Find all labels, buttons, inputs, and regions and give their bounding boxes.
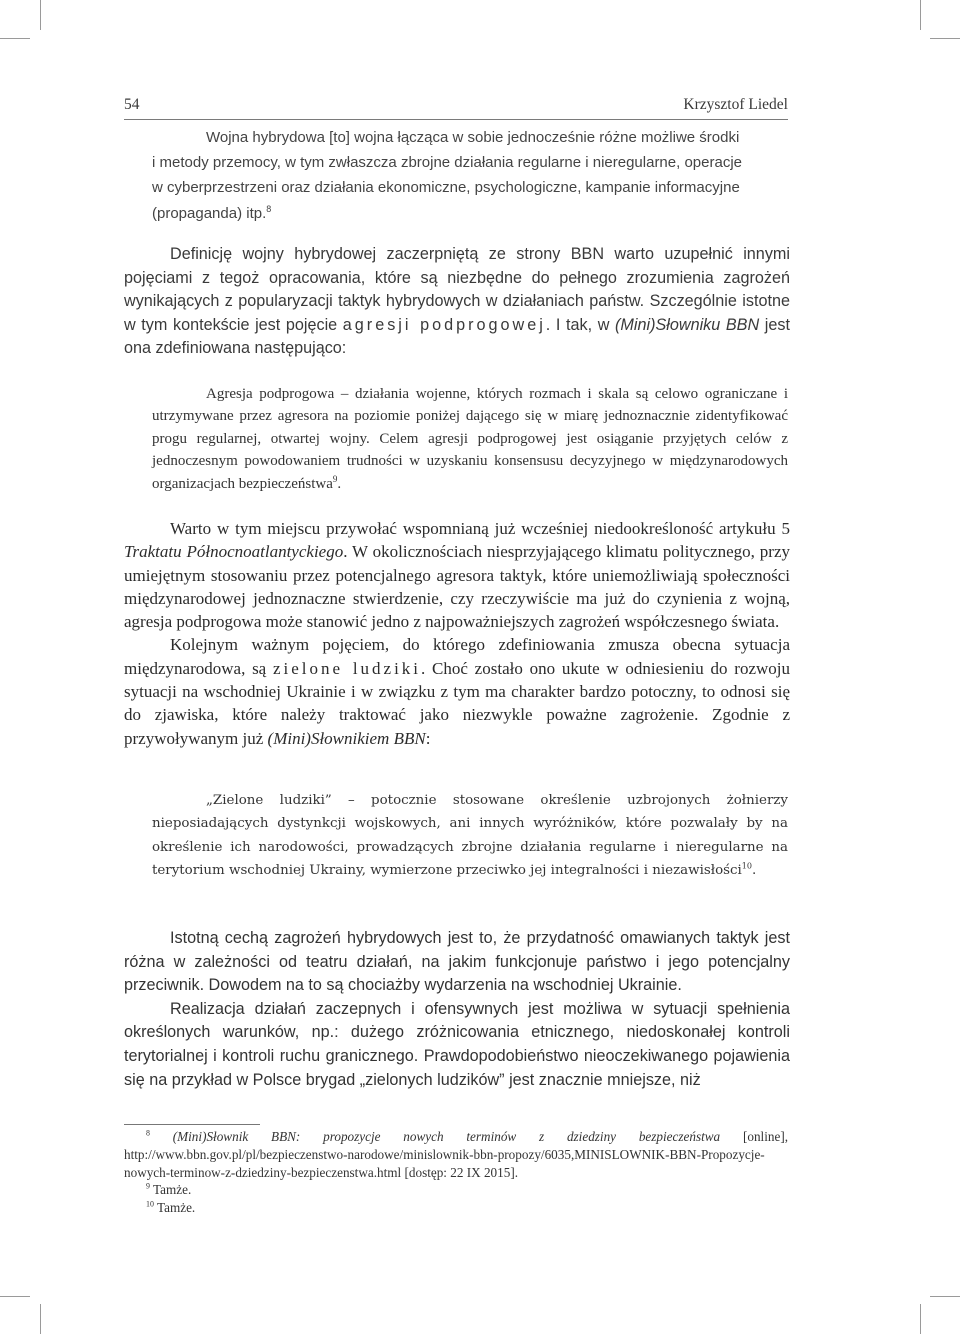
footnote-ref: 8 [266, 203, 272, 214]
crop-mark-bottom-right-h [930, 1296, 960, 1297]
paragraph-text: Kolejnym ważnym pojęciem, do którego zdefiniowania zmusza obecna sytuacja międzynarodowa, są [124, 635, 790, 678]
footnote-text: Tamże. [153, 1182, 192, 1198]
quote-text: Agresja podprogowa – działania wojenne, których rozmach i skala są celowo ograniczane i utrzymywane przez agresora na poziomie poniżej dającego się w miarę jednoznacznie zidentyfikować progu regularnej, otwartej wojny. Celem agresji podprogowej jest osiąganie przyjętych celów z jednoczesnym powodowaniem trudności w uzyskaniu konsensusu decyzyjnego w międzynarodowych organizacjach bezpieczeństwa [152, 386, 788, 492]
crop-mark-bottom-left [40, 1304, 41, 1334]
paragraph-text: . W okolicznościach niesprzyjającego klimatu politycznego, przy umiejętnym stosowaniu przez potencjalnego agresora taktyk, które uniemożliwiają społeczności międzynarodowej jednoznaczne stwierdzenie, czy rzeczywiście ma już do czynienia z wojną, agresja podprogowa może stanowić jedno z najpoważniejszych zagrożeń współczesnego świata. [124, 542, 790, 632]
paragraph-text: Warto w tym miejscu przywołać wspomnianą już wcześniej niedookreśloność artykułu 5 [170, 519, 790, 538]
footnote-number: 10 [146, 1199, 154, 1209]
footnote-number: 8 [146, 1128, 150, 1138]
paragraph-definition [124, 243, 790, 361]
footnote-10 [124, 1199, 788, 1217]
italic-title: (Mini)Słowniku BBN [615, 315, 760, 334]
footnote-rule [124, 1124, 260, 1125]
paragraph-feature: Istotną cechą zagrożeń hybrydowych jest to, że przydatność omawianych taktyk jest różna w zależności od teatru działań, na jakim funkcjonuje państwo i jego potencjalny przeciwnik. Dowodem na to są chociażby wydarzenia na wschodniej Ukrainie. [124, 929, 790, 995]
header-rule [124, 119, 788, 120]
footnote-number: 9 [146, 1182, 150, 1191]
paragraph-green-men [124, 633, 790, 749]
footnote-italic-title: (Mini)Słownik BBN: propozycje nowych terminów z dziedziny bezpieczeństwa [172, 1129, 721, 1144]
quote-text: „Zielone ludziki” – potocznie stosowane określenie uzbrojonych żołnierzy nieposiadających dystynkcji wojskowych, ani innych wyróżników, które pozwalały by na określenie ich narodowości, prowadzących zbrojne działania regularne i nieregularne na terytorium wschodniej Ukrainy, wymierzone przeciwko jej integralności i niezawisłości [152, 793, 788, 879]
italic-title: Traktatu Północnoatlantyckiego [124, 542, 344, 562]
body-block-2 [124, 927, 790, 1092]
paragraph-offensive: Realizacja działań zaczepnych i ofensywnych jest możliwa w sytuacji spełnienia określonych warunków, np.: dużego zróżnicowania etnicznego, niedoskonałej kontroli terytorialnej i kontroli ruchu granicznego. Prawdopodobieństwo nieoczekiwanego pojawienia się na przykład w Polsce brygad „zielonych ludzików” jest znacznie mniejsze, niż [124, 999, 790, 1089]
crop-mark-top-left [40, 0, 41, 30]
crop-mark-bottom-right [920, 1304, 921, 1334]
quote-line-text: (propaganda) itp. [152, 204, 267, 222]
crop-mark-top-right [920, 0, 921, 30]
paragraph-text: . I tak, w [545, 315, 616, 334]
footnote-9 [124, 1181, 788, 1199]
page-number: 54 [124, 96, 140, 113]
quote-line [152, 201, 792, 226]
spaced-term: zielone ludziki [272, 658, 422, 678]
paragraph-text: jest ona zdefiniowana następująco: [124, 315, 790, 358]
quote-line: w cyberprzestrzeni oraz działania ekonomiczne, psychologiczne, kampanie informacyjne [152, 179, 740, 197]
quote-aggression [152, 383, 788, 495]
footnote-8 [124, 1128, 788, 1181]
running-header-author: Krzysztof Liedel [683, 96, 788, 113]
quote-line: Wojna hybrydowa [to] wojna łącząca w sobie jednocześnie różne możliwe środki [206, 129, 740, 146]
crop-mark-top-left-h [0, 38, 30, 39]
paragraph-article5 [124, 517, 790, 633]
italic-title: (Mini)Słownikiem BBN [267, 728, 426, 748]
paragraph-text: Definicję wojny hybrydowej zaczerpniętą ze strony BBN warto uzupełnić innymi pojęciami z tegoż opracowania, które są niezbędne do pełnego zrozumienia zagrożeń wynikających z popularyzacji taktyk hybrydowych w działaniach państw. Szczególnie istotne w tym kontekście jest pojęcie [124, 245, 790, 334]
running-header [124, 96, 788, 118]
footnote-ref: 10 [741, 861, 753, 871]
quote-end: . [337, 475, 342, 492]
footnote-text: [online], http://www.bbn.gov.pl/pl/bezpieczenstwo-narodowe/minislownik-bbn-propozy/6035,MINISLOWNIK-BBN-Propozycje-nowych-terminow-z-dziedziny-bezpieczenstwa.html [dostęp: 22 IX 2015]. [124, 1129, 789, 1180]
quote-line: i metody przemocy, w tym zwłaszcza zbrojne działania regularne i nieregularne, operacje [152, 154, 742, 172]
quote-hybrid-war [152, 125, 792, 226]
quote-end: . [752, 863, 757, 879]
crop-mark-bottom-left-h [0, 1296, 30, 1297]
body-block-1 [124, 517, 790, 750]
paragraph-text: : [425, 728, 431, 748]
footnotes [124, 1128, 788, 1217]
footnote-ref: 9 [332, 473, 338, 484]
spaced-term: agresji podprogowej [342, 315, 546, 334]
paragraph-text: . Choć zostało ono ukute w odniesieniu do rozwoju sytuacji na wschodniej Ukrainie i w związku z tym ma charakter bardzo potoczny, to odnosi się do zjawiska, które należy traktować jako niezwykle poważne zagrożenie. Zgodnie z przywoływanym już [124, 658, 790, 748]
quote-green-men [152, 789, 788, 883]
footnote-text: Tamże. [156, 1200, 196, 1216]
crop-mark-top-right-h [930, 38, 960, 39]
